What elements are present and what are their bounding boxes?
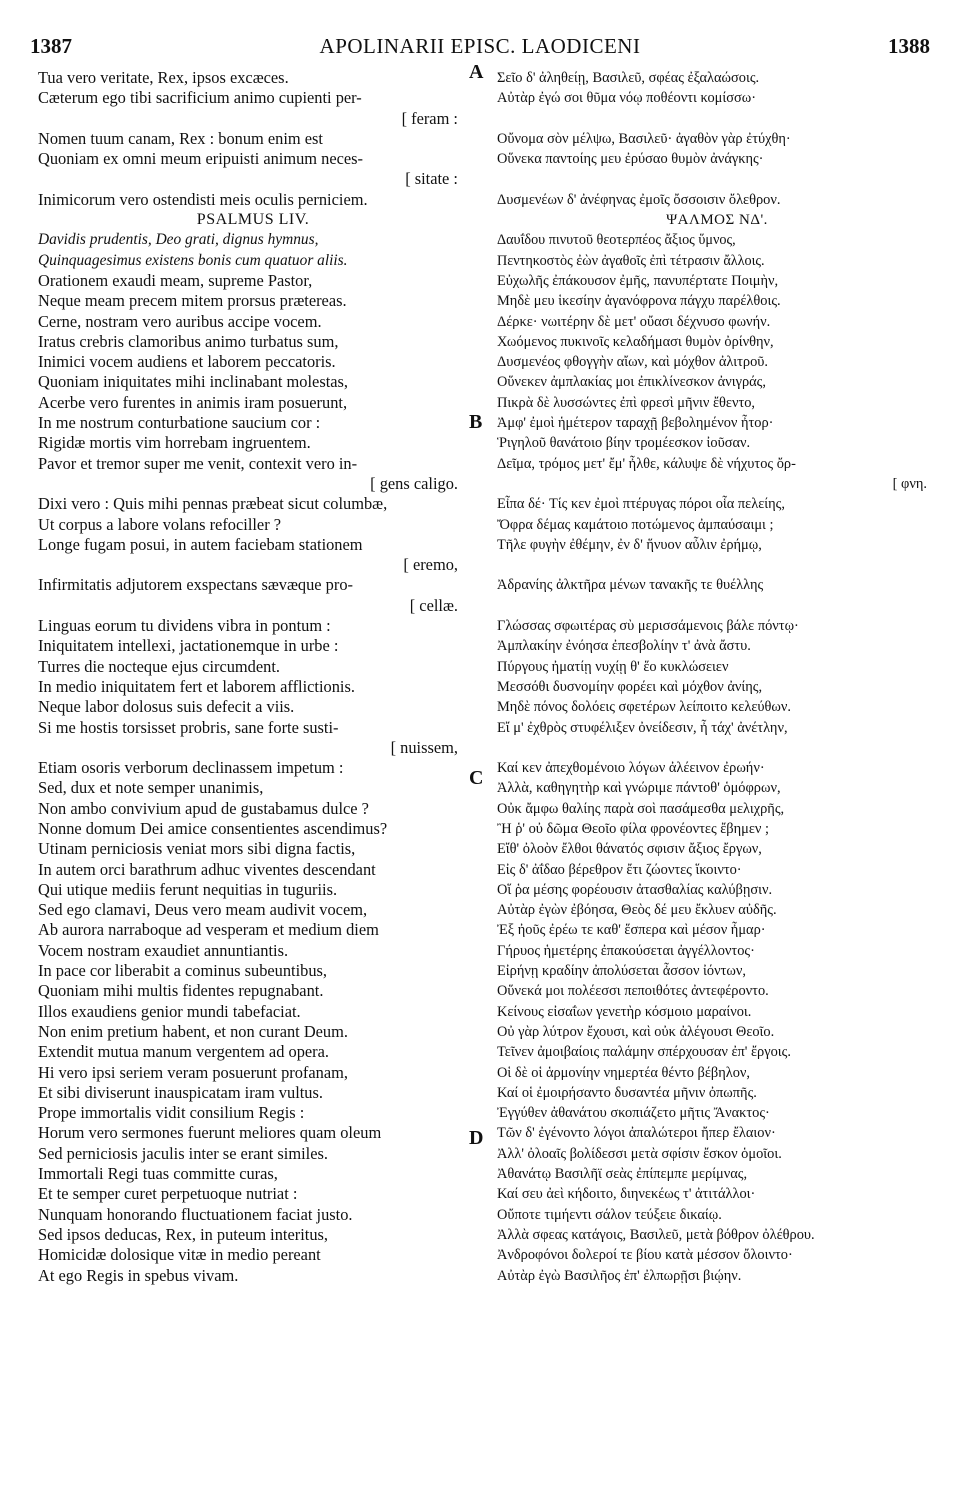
latin-line: PSALMUS LIV. (196, 211, 310, 229)
latin-line: Si me hostis torsisset probris, sane forte susti- (38, 717, 339, 737)
latin-line: In pace cor liberabit a cominus subeuntibus, (38, 961, 328, 981)
greek-line: Γλώσσας σφωιτέρας σὺ μερισσάμενοις βάλε πόντῳ· (497, 618, 799, 635)
latin-line: Qui utique mediis ferunt nequitias in tuguriis. (38, 879, 338, 899)
latin-line: Inimicorum vero ostendisti meis oculis perniciem. (38, 189, 368, 209)
latin-line: Homicidæ dolosique vitæ in medio pereant (38, 1245, 321, 1265)
greek-line: Ῥιγηλοῦ θανάτοιο βίην τρομέεσκον ἰοῦσαν. (497, 435, 751, 452)
latin-line: Illos exaudiens genior mundi tabefaciat. (38, 1001, 301, 1021)
greek-line: Οὔνομα σὸν μέλψω, Βασιλεῦ· ἀγαθὸν γὰρ ἐτύχθη· (497, 130, 791, 147)
greek-line: Αὐτὰρ ἐγὼ Βασιλῆος ἐπ' ἐλπωρῇσι βιῴην. (497, 1267, 742, 1284)
latin-line: Quoniam ex omni meum eripuisti animum neces- (38, 149, 364, 169)
greek-line (497, 109, 937, 129)
greek-line: Οὐ γὰρ λύτρον ἔχουσι, καὶ οὐκ ἀλέγουσι Θεοῖο. (497, 1023, 775, 1040)
greek-line: Χωόμενος πυκινοῖς κελαδήμασι θυμὸν ὀρίνθην, (497, 333, 774, 350)
latin-line: [ feram : (401, 108, 458, 128)
greek-line: Αὐτὰρ ἐγώ σοι θῦμα νόῳ ποθέοντι κομίσσω· (497, 90, 757, 107)
greek-line: Καί οἱ ἐμοιρήσαντο δυσαντέα μῆνιν ὀπωπῆς. (497, 1084, 757, 1101)
latin-line: Horum vero sermones fuerunt meliores quam oleum (38, 1123, 382, 1143)
latin-line: Non ambo convivium apud de gustabamus dulce ? (38, 798, 369, 818)
greek-line: Ἐγγύθεν ἀθανάτου σκοπιάζετο μῆτις Ἄνακτος· (497, 1105, 770, 1122)
greek-line: Ἢ ῥ' οὐ δῶμα Θεοῖο φίλα φρονέοντες ἔβημεν ; (497, 820, 770, 837)
latin-line: [ gens caligo. (370, 473, 458, 493)
latin-line: Hi vero ipsi seriem veram posuerunt profanam, (38, 1062, 348, 1082)
greek-line: Εἴθ' ὀλοὸν ἔλθοι θάνατός σφισιν ἄξιος ἔργων, (497, 841, 762, 858)
latin-line: Nonne domum Dei amice consentientes ascendimus? (38, 818, 388, 838)
greek-line: Ἀλλὰ σφεας κατάγοις, Βασιλεῦ, μετὰ βόθρον ὀλέθρου. (497, 1226, 815, 1243)
latin-line: Rigidæ mortis vim horrebam ingruentem. (38, 433, 311, 453)
latin-line: Etiam osoris verborum declinassem impetum : (38, 758, 344, 778)
greek-line: Οἱ δὲ οἱ ἁρμονίην νημερτέα θέντο βέβηλον, (497, 1064, 751, 1081)
greek-line: Ἀθανάτῳ Βασιλῆϊ σεὰς ἐπίπεμπε μερίμνας, (497, 1166, 748, 1183)
greek-line: Ἀμφ' ἐμοὶ ἡμέτερον ταραχῇ βεβολημένον ἦτορ· (497, 415, 774, 432)
greek-line: Πεντηκοστὸς ἐὼν ἀγαθοῖς ἐπὶ τέτρασιν ἄλλοις. (497, 252, 765, 269)
greek-line: Ἀνδροφόνοι δολεροί τε βίου κατὰ μέσσον ὄλοιντο· (497, 1247, 793, 1264)
section-marker-d: D (469, 1127, 484, 1149)
latin-line: [ nuissem, (390, 737, 458, 757)
latin-line: Cæterum ego tibi sacrificium animo cupienti per- (38, 88, 362, 108)
greek-line: Αὐτὰρ ἐγὼν ἐβόησα, Θεὸς δέ μευ ἔκλυεν αὐδῆς. (497, 902, 777, 919)
greek-line: Δυσμενέων δ' ἀνέφηνας ἐμοῖς ὄσσοισιν ὄλεθρον. (497, 191, 781, 208)
latin-line: Cerne, nostram vero auribus accipe vocem. (38, 311, 322, 331)
latin-line: Orationem exaudi meam, supreme Pastor, (38, 270, 313, 290)
latin-line: Sed perniciosis jaculis inter se erant similes. (38, 1143, 328, 1163)
greek-line: Εἶπα δέ· Τίς κεν ἐμοὶ πτέρυγας πόροι οἷα πελείης, (497, 496, 785, 513)
left-page-number: 1387 (30, 34, 72, 58)
greek-line: Τεῖνεν ἀμοιβαίοις παλάμην σπέρχουσαν ἐπ' ἔργοις. (497, 1044, 791, 1061)
greek-line: Οὕνεκά μοι πολέεσσι πεποιθότες ἀντεφέροντο. (497, 983, 769, 1000)
latin-line: Et te semper curet perpetuoque nutriat : (38, 1184, 298, 1204)
section-marker-a: A (469, 61, 484, 83)
greek-line: Μηδὲ πόνος δολόεις σφετέρων λείποιτο κελεύθων. (497, 699, 791, 716)
greek-line: Εἴ μ' ἐχθρὸς στυφέλιξεν ὀνείδεσιν, ἦ τάχ' ἀνέτλην, (497, 719, 788, 736)
latin-line: Iratus crebris clamoribus animo turbatus sum, (38, 331, 339, 351)
greek-line (497, 169, 937, 189)
latin-line: Prope immortalis vidit consilium Regis : (38, 1103, 305, 1123)
greek-line: Μηδὲ μευ ἱκεσίην ἀγανόφρονα πάγχυ παρέλθοις. (497, 293, 781, 310)
greek-line: Ἐξ ἠοῦς ἐρέω τε καθ' ἕσπερα καὶ μέσον ἦμαρ· (497, 922, 766, 939)
greek-column (497, 68, 937, 1286)
greek-line: ΨΑΛΜΟΣ ΝΔ'. (666, 212, 768, 229)
latin-line: Non enim pretium habent, et non curant Deum. (38, 1021, 348, 1041)
greek-line: Οὕνεκεν ἀμπλακίας μοι ἐπικλίνεσκον ἀνιγράς, (497, 374, 766, 391)
latin-line: Inimici vocem audiens et laborem peccatoris. (38, 352, 336, 372)
greek-line: Καί κεν ἀπεχθομένοιο λόγων ἀλέεινον ἐρωήν· (497, 760, 765, 777)
latin-line: Iniquitatem intellexi, jactationemque in urbe : (38, 636, 339, 656)
latin-line: Sed, dux et note semper unanimis, (38, 778, 264, 798)
latin-line: Et sibi diviserunt inauspicatam iram vultus. (38, 1082, 323, 1102)
greek-line: Ἀλλ' ὀλοαῖς βολίδεσσι μετὰ σφίσιν ἔσκον ὁμοῖοι. (497, 1145, 782, 1162)
latin-line: Nomen tuum canam, Rex : bonum enim est (38, 128, 323, 148)
latin-line: Ab aurora narraboque ad vesperam et medium diem (38, 920, 379, 940)
greek-line: Δέρκε· νωιτέρην δὲ μετ' οὔασι δέχνυσο φωνήν. (497, 313, 771, 330)
greek-line: Εἰς δ' ἀΐδαο βέρεθρον ἔτι ζώοντες ἵκοιντο· (497, 861, 742, 878)
latin-line: Linguas eorum tu dividens vibra in pontum : (38, 616, 331, 636)
latin-line: Sed ipsos deducas, Rex, in puteum interitus, (38, 1224, 328, 1244)
greek-line: Εἰρήνῃ κραδίην ἀπολύσεται ἆσσον ἰόντων, (497, 963, 746, 980)
latin-line: In autem orci barathrum adhuc viventes descendant (38, 859, 376, 879)
greek-line: Οἵ ῥα μέσης φορέουσιν ἀτασθαλίας καλύβῃσιν. (497, 881, 773, 898)
latin-line: Infirmitatis adjutorem exspectans sævæque pro- (38, 575, 353, 595)
latin-line: Pavor et tremor super me venit, contexit vero in- (38, 453, 358, 473)
greek-line: Γήρυος ἡμετέρης ἐπακούσεται ἀγγέλλοντος· (497, 942, 755, 959)
greek-line: Δαυΐδου πινυτοῦ θεοτερπέος ἄξιος ὕμνος, (497, 232, 736, 249)
latin-line: Nunquam honorando fluctuationem faciat justo. (38, 1204, 353, 1224)
greek-line: Τῶν δ' ἐγένοντο λόγοι ἀπαλώτεροι ἤπερ ἔλαιον· (497, 1125, 776, 1142)
greek-line: Εὐχωλῆς ἐπάκουσον ἐμῆς, πανυπέρτατε Ποιμὴν, (497, 272, 779, 289)
latin-line: Tua vero veritate, Rex, ipsos excæces. (38, 68, 289, 87)
latin-line: Acerbe vero furentes in animis iram posuerunt, (38, 392, 348, 412)
latin-line: Extendit mutua manum vergentem ad opera. (38, 1042, 329, 1062)
greek-line: Δεῖμα, τρόμος μετ' ἔμ' ἦλθε, κάλυψε δὲ νήχυτος ὄρ- (497, 455, 796, 472)
latin-line: Quinquagesimus existens bonis cum quatuor aliis. (38, 251, 348, 269)
right-page-number: 1388 (888, 34, 930, 58)
latin-line: Davidis prudentis, Deo grati, dignus hymnus, (38, 231, 319, 249)
greek-line: Δυσμενέος φθογγὴν αἴων, καὶ μόχθον ἀλιτροῦ. (497, 354, 768, 371)
greek-line: Οὕνεκα παντοίης μευ ἐρύσαο θυμὸν ἀνάγκης· (497, 151, 764, 168)
latin-line: Quoniam mihi multis fidentes repugnabant. (38, 981, 324, 1001)
greek-line: Σεῖο δ' ἀληθείῃ, Βασιλεῦ, σφέας ἐξαλαώσοις. (497, 70, 760, 86)
latin-line: Vocem nostram exaudiet annuntiantis. (38, 940, 289, 960)
latin-line: At ego Regis in spebus vivam. (38, 1265, 239, 1285)
greek-line (497, 555, 937, 575)
greek-line: Κείνους εἰσαΐων γενετὴρ κόσμοιο μαραίνοι. (497, 1003, 752, 1020)
greek-line: Καί σευ ἀεὶ κήδοιτο, διηνεκέως τ' ἀτιτάλλοι· (497, 1186, 756, 1203)
greek-line: Οὐκ ἄμφω θαλίης παρὰ σοὶ πασάμεσθα μελιχρῆς, (497, 800, 785, 817)
latin-line: Quoniam iniquitates mihi inclinabant molestas, (38, 372, 349, 392)
latin-line: Neque labor dolosus suis defecit a viis. (38, 697, 295, 717)
greek-line: Πικρὰ δὲ λυσσώντες ἐπὶ φρεσὶ μῆνιν ἔθεντο, (497, 394, 756, 411)
greek-line: Μεσσόθι δυσνομίην φορέει καὶ μόχθον ἀνίης, (497, 678, 763, 695)
greek-line: Οὔποτε τιμήεντι σάλον τεύξειε δικαίῳ. (497, 1206, 722, 1223)
latin-line: Neque meam precem mitem prorsus prætereas. (38, 291, 347, 311)
greek-line: Ὄφρα δέμας καμάτοιο ποτώμενος ἀμπαύσαιμι ; (497, 516, 774, 533)
latin-column (38, 68, 468, 1286)
latin-line: Immortali Regi tuas committe curas, (38, 1164, 278, 1184)
latin-line: Longe fugam posui, in autem faciebam stationem (38, 534, 363, 554)
greek-line (497, 596, 937, 616)
running-title: APOLINARII EPISC. LAODICENI (319, 34, 641, 58)
latin-line: [ eremo, (403, 555, 458, 575)
greek-line: Ἀλλὰ, καθηγητὴρ καὶ γνώριμε πάντοθ' ὁμόφρων, (497, 780, 781, 797)
greek-line (497, 738, 937, 758)
latin-line: Dixi vero : Quis mihi pennas præbeat sicut columbæ, (38, 494, 388, 514)
latin-line: Ut corpus a labore volans refociller ? (38, 514, 282, 534)
latin-line: [ sitate : (405, 169, 458, 189)
latin-line: Turres die nocteque ejus circumdent. (38, 656, 281, 676)
greek-line: Ἀδρανίης ἀλκτῆρα μένων τανακῆς τε θυέλλης (497, 577, 764, 594)
latin-line: In me nostrum conturbatione saucium cor : (38, 413, 321, 433)
latin-line: [ cellæ. (409, 595, 458, 615)
latin-line: Utinam perniciosis veniat mors sibi digna factis, (38, 839, 356, 859)
greek-line: Ἀμπλακίην ἐνόησα ἐπεσβολίην τ' ἀνὰ ἄστυ. (497, 638, 751, 655)
section-marker-b: B (469, 411, 483, 433)
section-marker-c: C (469, 767, 484, 789)
greek-line: [ φνη. (892, 475, 927, 492)
latin-line: Sed ego clamavi, Deus vero meam audivit vocem, (38, 900, 368, 920)
greek-line: Τῆλε φυγὴν ἐθέμην, ἐν δ' ἥνυον αὖλιν ἐρήμῳ, (497, 536, 762, 553)
latin-line: In medio iniquitatem fert et laborem afflictionis. (38, 676, 355, 696)
greek-line: Πύργους ἠματίῃ νυχίῃ θ' ἕο κυκλώσειεν (497, 658, 729, 675)
